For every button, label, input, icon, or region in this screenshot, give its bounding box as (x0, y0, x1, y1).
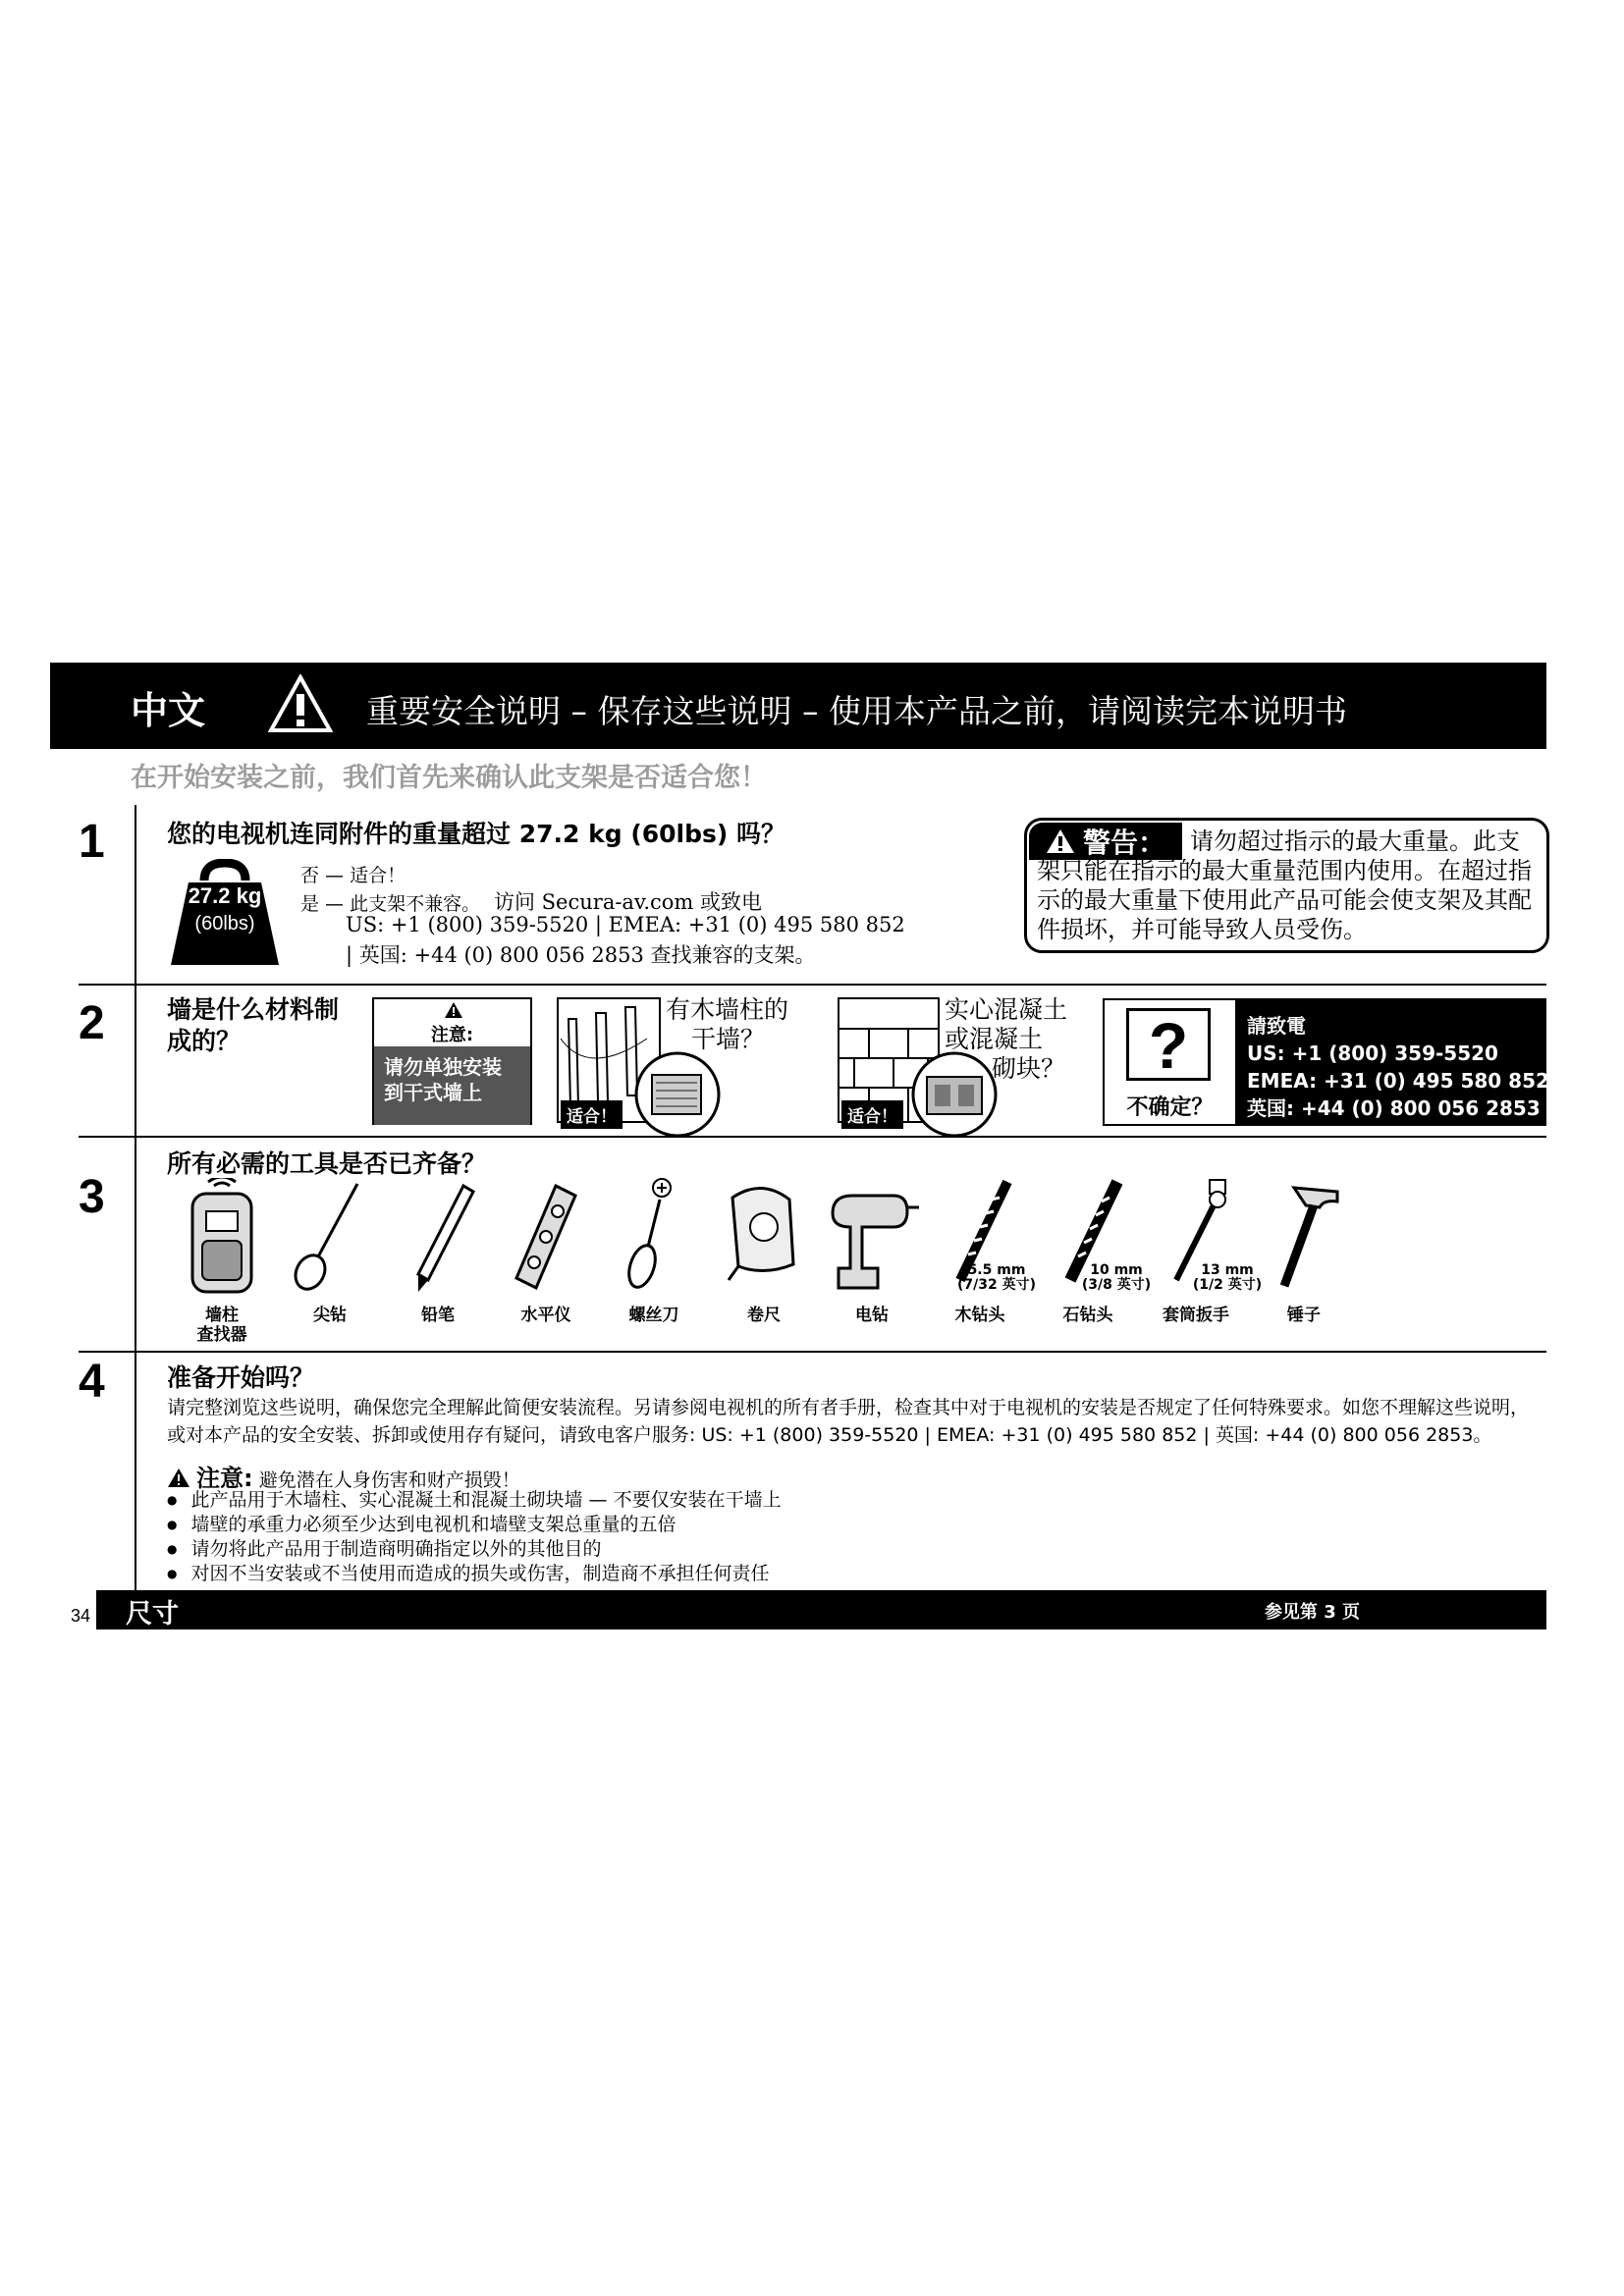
unsure-contact-box (1103, 998, 1549, 1126)
footer-section-title: 尺寸 (126, 1599, 179, 1629)
wood-bit-size: 5.5 mm (7/32 英寸) (957, 1262, 1037, 1293)
footer-bar (96, 1590, 1546, 1629)
step2-question: 墙是什么材料制成的？ (167, 995, 340, 1055)
section-divider (79, 984, 1546, 986)
header-title: 重要安全说明 – 保存这些说明 – 使用本产品之前，请阅读完本说明书 (366, 692, 1347, 730)
contact-title: 請致電 (1247, 1014, 1306, 1038)
socket-size: 13 mm (1/2 英寸) (1192, 1262, 1263, 1293)
fit-tag: 适合！ (841, 1100, 903, 1129)
tool-label: 墙柱 查找器 (196, 1306, 247, 1345)
step1-question: 您的电视机连同附件的重量超过 27.2 kg (60lbs) 吗？ (167, 820, 786, 848)
header-bar (50, 663, 1546, 749)
tool-label: 螺丝刀 (628, 1306, 679, 1325)
warning-box (1024, 818, 1549, 953)
warning-triangle-icon (444, 1001, 463, 1019)
tool-label: 电钻 (855, 1306, 889, 1325)
tool-label: 套筒扳手 (1163, 1306, 1229, 1325)
warning-triangle-icon (167, 1468, 190, 1488)
contact-emea: EMEA: +31 (0) 495 580 852 (1247, 1069, 1549, 1093)
step4-question: 准备开始吗？ (167, 1363, 315, 1392)
contact-us: US: +1 (800) 359-5520 (1247, 1041, 1498, 1065)
list-item: ● 对因不当安装或不当使用而造成的损失或伤害，制造商不承担任何责任 (167, 1562, 782, 1586)
unsure-label: 不确定？ (1126, 1095, 1214, 1120)
fit-tag: 适合！ (561, 1100, 623, 1129)
tool-label: 尖钻 (313, 1306, 347, 1325)
footer-page-reference: 参见第 3 页 (1264, 1602, 1360, 1623)
step-number-4: 4 (79, 1356, 105, 1408)
step-number-2: 2 (79, 997, 105, 1049)
yes-answer-line2: US: +1 (800) 359-5520 | EMEA: +31 (0) 495 580 852 (346, 913, 905, 936)
caution-text: 请勿单独安装 到干式墙上 (374, 1046, 530, 1125)
drywall-caution-box (372, 997, 532, 1125)
yes-answer-prefix: 是 — 此支架不兼容。 (300, 893, 481, 915)
contact-info (1247, 1012, 1549, 1122)
tool-label: 木钻头 (954, 1306, 1005, 1325)
step3-question: 所有必需的工具是否已齐备？ (167, 1149, 487, 1178)
yes-answer-line3: | 英国: +44 (0) 800 056 2853 查找兼容的支架。 (346, 943, 816, 967)
masonry-bit-size: 10 mm (3/8 英寸) (1081, 1262, 1152, 1293)
warning-text: 请勿超过指示的最大重量。此支架只能在指示的最大重量范围内使用。在超过指示的最大重量下使用此产品可能会使支架及其配件损坏，并可能导致人员受伤。 (1037, 828, 1532, 943)
section-vertical-rule (135, 805, 136, 1598)
step-number-3: 3 (79, 1171, 105, 1223)
concrete-wall-caption: 实心混凝土 或混凝土 砌块？ (945, 995, 1068, 1083)
instructions-paragraph: 请完整浏览这些说明，确保您完全理解此简便安装流程。另请参阅电视机的所有者手册，检查其中对于电视机的安装是否规定了任何特殊要求。如您不理解这些说明，或对本产品的安全安装、拆卸或使用存有疑问，请致电客户服务: US: +1 (800) 359-5520 | EMEA: +31 (0) 495 580 852 | 英国: +44 (0) 800 056 2853。 (167, 1397, 1530, 1446)
notice-bullet-list (167, 1488, 782, 1586)
tool-label: 水平仪 (520, 1306, 571, 1325)
tool-label: 锤子 (1287, 1306, 1321, 1325)
unsure-panel (1105, 1000, 1235, 1124)
wood-grain-icon (634, 1051, 721, 1138)
list-item: ● 墙壁的承重力必须至少达到电视机和墙壁支架总重量的五倍 (167, 1513, 782, 1537)
weight-lbs: (60lbs) (194, 913, 255, 934)
yes-answer-line1: 访问 Secura-av.com 或致电 (494, 890, 762, 914)
no-answer: 否 — 适合！ (300, 865, 406, 886)
caution-label: 注意: (374, 999, 530, 1046)
notice-heading: 注意: 避免潜在人身伤害和财产损毁！ (167, 1459, 520, 1493)
tool-label: 卷尺 (747, 1306, 781, 1325)
language-label: 中文 (131, 689, 206, 732)
wood-wall-caption: 有木墙柱的 干墙？ (666, 995, 789, 1053)
question-mark-icon: ? (1126, 1008, 1211, 1081)
list-item: ● 此产品用于木墙柱、实心混凝土和混凝土砌块墙 — 不要仅安装在干墙上 (167, 1488, 782, 1513)
warning-label: 警告： (1029, 823, 1182, 860)
tool-label: 铅笔 (421, 1306, 455, 1325)
page-subtitle: 在开始安装之前，我们首先来确认此支架是否适合您！ (131, 763, 767, 793)
contact-uk: 英国: +44 (0) 800 056 2853 (1247, 1096, 1541, 1120)
step-number-1: 1 (79, 816, 105, 868)
list-item: ● 请勿将此产品用于制造商明确指定以外的其他目的 (167, 1537, 782, 1562)
section-divider (79, 1136, 1546, 1138)
page-number: 34 (71, 1606, 91, 1626)
section-divider (79, 1351, 1546, 1353)
tool-label: 石钻头 (1062, 1306, 1113, 1325)
weight-kg: 27.2 kg (188, 883, 262, 908)
warning-triangle-icon (268, 674, 333, 733)
